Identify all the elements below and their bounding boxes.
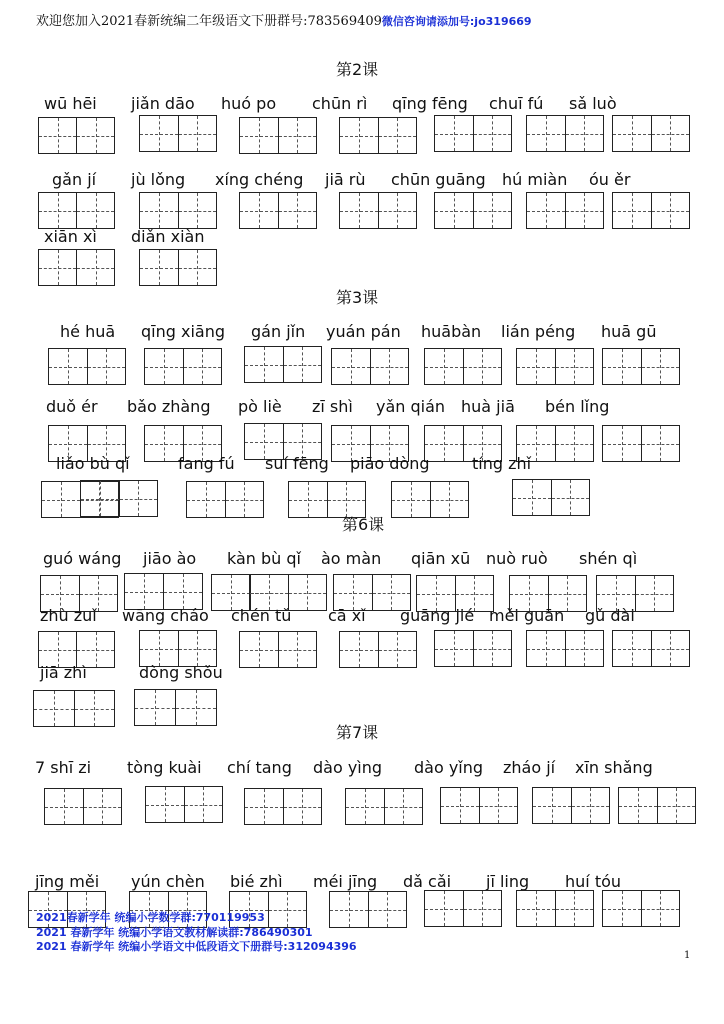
pinyin-label: huó po <box>221 94 277 113</box>
writing-grid-box[interactable] <box>424 890 502 927</box>
lesson-title: 第3课 <box>336 288 379 307</box>
pinyin-label: wāng cháo <box>122 606 209 625</box>
pinyin-label: jiā zhì <box>40 663 87 682</box>
pinyin-label: huā gū <box>601 322 657 341</box>
pinyin-label: diǎn xiàn <box>131 227 205 246</box>
pinyin-label: xīn shǎng <box>575 758 653 777</box>
pinyin-label: jiā rù <box>325 170 366 189</box>
pinyin-label: dǎ cǎi <box>403 872 452 891</box>
pinyin-label: chūn rì <box>312 94 368 113</box>
writing-grid-box[interactable] <box>339 192 417 229</box>
lesson-title: 第6课 <box>342 515 385 534</box>
pinyin-label: guó wáng <box>43 549 122 568</box>
pinyin-label: jiǎn dāo <box>131 94 195 113</box>
writing-grid-box[interactable] <box>618 787 696 824</box>
pinyin-label: kàn bù qǐ <box>227 549 301 568</box>
writing-grid-box[interactable] <box>33 690 115 727</box>
writing-grid-box[interactable] <box>434 115 512 152</box>
pinyin-label: chūn guāng <box>391 170 486 189</box>
pinyin-label: chí tang <box>227 758 292 777</box>
writing-grid-box[interactable] <box>602 890 680 927</box>
page-header <box>36 10 532 29</box>
pinyin-label: qiān xū <box>411 549 471 568</box>
writing-grid-box[interactable] <box>38 192 115 229</box>
writing-grid-box[interactable] <box>612 115 690 152</box>
pinyin-label: fang fú <box>178 454 235 473</box>
writing-grid-box[interactable] <box>139 192 217 229</box>
writing-grid-box[interactable] <box>239 117 317 154</box>
pinyin-label: zhù zuǐ <box>40 606 97 625</box>
pinyin-label: dòng shǒu <box>139 663 223 682</box>
pinyin-label: méi jīng <box>313 872 378 891</box>
pinyin-label: qīng xiāng <box>141 322 225 341</box>
pinyin-label: jù lǒng <box>131 170 186 189</box>
pinyin-label: jiāo ào <box>143 549 197 568</box>
writing-grid-box[interactable] <box>424 348 502 385</box>
writing-grid-box[interactable] <box>602 425 680 462</box>
pinyin-label: pò liè <box>238 397 282 416</box>
writing-grid-box[interactable] <box>186 481 264 518</box>
wechat-contact-text: 微信咨询请添加号:jo319669 <box>381 15 532 28</box>
writing-grid-box[interactable] <box>239 192 317 229</box>
pinyin-label: wū hēi <box>44 94 97 113</box>
pinyin-label: suí fēng <box>265 454 329 473</box>
group-number-text: 欢迎您加入2021春新统编二年级语文下册群号:783569409 <box>36 14 382 29</box>
pinyin-label: yuán pán <box>326 322 401 341</box>
pinyin-label: nuò ruò <box>486 549 548 568</box>
writing-grid-box[interactable] <box>345 788 423 825</box>
pinyin-label: xiān xì <box>44 227 97 246</box>
pinyin-label: dào yìng <box>313 758 383 777</box>
writing-grid-box[interactable] <box>526 115 604 152</box>
pinyin-label: lián péng <box>501 322 576 341</box>
writing-grid-box[interactable] <box>516 890 594 927</box>
writing-grid-box[interactable] <box>48 348 126 385</box>
writing-grid-box[interactable] <box>339 117 417 154</box>
writing-grid-box[interactable] <box>532 787 610 824</box>
pinyin-label: huà jiā <box>461 397 515 416</box>
pinyin-label: tòng kuài <box>127 758 202 777</box>
pinyin-label: yǎn qián <box>376 397 446 416</box>
writing-grid-box[interactable] <box>512 479 590 516</box>
pinyin-label: bén lǐng <box>545 397 610 416</box>
writing-grid-box[interactable] <box>612 192 690 229</box>
pinyin-label: gǎn jí <box>52 170 97 189</box>
pinyin-label: guāng jié <box>400 606 475 625</box>
writing-grid-box[interactable] <box>516 348 594 385</box>
pinyin-label: ào màn <box>321 549 382 568</box>
page-number: 1 <box>684 950 691 961</box>
writing-grid-box[interactable] <box>612 630 690 667</box>
writing-grid-box[interactable] <box>434 192 512 229</box>
lesson-title: 第2课 <box>336 60 379 79</box>
writing-grid-box[interactable] <box>134 689 217 726</box>
writing-grid-box[interactable] <box>38 249 115 286</box>
writing-grid-box[interactable] <box>44 788 122 825</box>
pinyin-label: duǒ ér <box>46 397 98 416</box>
pinyin-label: cā xǐ <box>328 606 366 625</box>
pinyin-label: chuī fú <box>489 94 544 113</box>
pinyin-label: piāo dòng <box>350 454 430 473</box>
writing-grid-box[interactable] <box>526 630 604 667</box>
pinyin-label: 7 shī zi <box>35 758 92 777</box>
writing-grid-box[interactable] <box>329 891 407 928</box>
pinyin-label: hú miàn <box>502 170 568 189</box>
writing-grid-box[interactable] <box>145 786 223 823</box>
writing-grid-box[interactable] <box>391 481 469 518</box>
pinyin-label: hé huā <box>60 322 116 341</box>
writing-grid-box[interactable] <box>38 117 115 154</box>
writing-grid-box[interactable] <box>239 631 317 668</box>
footer-math-group: 2021春新学年 统编小学数学群:770119953 <box>36 911 265 924</box>
pinyin-label: gǔ dài <box>585 606 635 625</box>
writing-grid-box[interactable] <box>139 249 217 286</box>
pinyin-label: gán jǐn <box>251 322 306 341</box>
pinyin-label: tíng zhǐ <box>472 454 532 473</box>
writing-grid-box[interactable] <box>602 348 680 385</box>
writing-grid-box[interactable] <box>434 630 512 667</box>
pinyin-label: jī ling <box>486 872 530 891</box>
writing-grid-box[interactable] <box>331 348 409 385</box>
writing-grid-box[interactable] <box>139 115 217 152</box>
pinyin-label: zī shì <box>312 397 353 416</box>
pinyin-label: chén tǔ <box>231 606 292 625</box>
lesson-title: 第7课 <box>336 723 379 742</box>
pinyin-label: jīng měi <box>35 872 100 891</box>
writing-grid-box[interactable] <box>339 631 417 668</box>
writing-grid-box[interactable] <box>139 630 217 667</box>
pinyin-label: zháo jí <box>503 758 556 777</box>
pinyin-label: liǎo bù qǐ <box>56 454 130 473</box>
pinyin-label: měi guān <box>489 606 565 625</box>
pinyin-label: shén qì <box>579 549 638 568</box>
pinyin-label: dào yǐng <box>414 758 484 777</box>
footer-chinese-group: 2021 春新学年 统编小学语文中低段语文下册群号:312094396 <box>36 940 357 953</box>
writing-grid-box[interactable] <box>440 787 518 824</box>
writing-grid-box[interactable] <box>526 192 604 229</box>
writing-grid-box[interactable] <box>244 788 322 825</box>
footer-textbook-group: 2021 春新学年 统编小学语文教材解读群:786490301 <box>36 926 313 939</box>
pinyin-label: óu ěr <box>589 170 631 189</box>
pinyin-label: yún chèn <box>131 872 205 891</box>
pinyin-label: bǎo zhàng <box>127 397 211 416</box>
pinyin-label: qīng fēng <box>392 94 468 113</box>
pinyin-label: sǎ luò <box>569 94 617 113</box>
pinyin-label: huābàn <box>421 322 482 341</box>
pinyin-label: bié zhì <box>230 872 283 891</box>
writing-grid-box[interactable] <box>244 346 322 383</box>
writing-grid-box[interactable] <box>144 348 222 385</box>
writing-grid-box[interactable] <box>124 573 203 610</box>
writing-grid-box[interactable] <box>80 480 158 517</box>
pinyin-label: xíng chéng <box>215 170 304 189</box>
pinyin-label: huí tóu <box>565 872 622 891</box>
